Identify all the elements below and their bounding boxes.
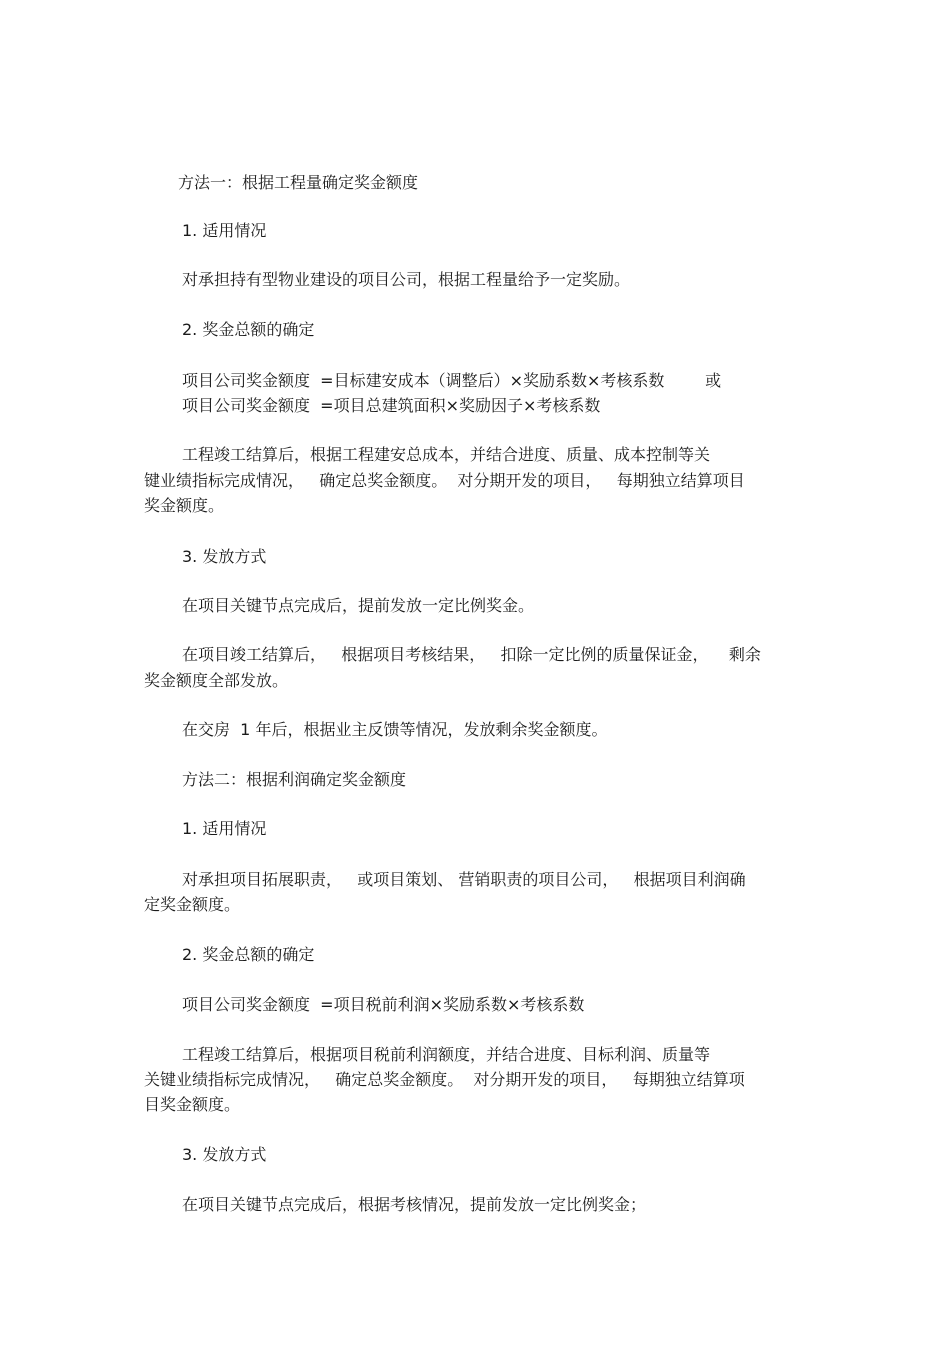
subheading-applicable: 1. 适用情况 (182, 221, 267, 240)
heading-method-one: 方法一：根据工程量确定奖金额度 (178, 173, 419, 192)
paragraph-line: 定奖金额度。 (144, 895, 241, 914)
subheading-payment: 3. 发放方式 (182, 547, 267, 566)
paragraph-line: 工程竣工结算后，根据工程建安总成本，并结合进度、质量、成本控制等关 (182, 445, 711, 464)
formula-line: 项目公司奖金额度 =项目总建筑面积×奖励因子×考核系数 (182, 396, 601, 415)
paragraph-line: 对承担项目拓展职责， 或项目策划、 营销职责的项目公司， 根据项目利润确 (182, 870, 746, 889)
paragraph-line: 对承担持有型物业建设的项目公司，根据工程量给予一定奖励。 (182, 270, 631, 289)
paragraph-line: 奖金额度。 (144, 496, 225, 515)
formula-line: 项目公司奖金额度 =项目税前利润×奖励系数×考核系数 (182, 995, 585, 1014)
paragraph-line: 在项目竣工结算后， 根据项目考核结果， 扣除一定比例的质量保证金， 剩余 (182, 645, 761, 664)
subheading-payment: 3. 发放方式 (182, 1145, 267, 1164)
formula-line: 项目公司奖金额度 =目标建安成本（调整后）×奖励系数×考核系数 或 (182, 371, 722, 390)
paragraph-line: 在项目关键节点完成后，提前发放一定比例奖金。 (182, 596, 535, 615)
subheading-total: 2. 奖金总额的确定 (182, 945, 315, 964)
paragraph-line: 奖金额度全部发放。 (144, 671, 289, 690)
paragraph-line: 键业绩指标完成情况， 确定总奖金额度。 对分期开发的项目， 每期独立结算项目 (144, 471, 745, 490)
subheading-total: 2. 奖金总额的确定 (182, 320, 315, 339)
paragraph-line: 目奖金额度。 (144, 1095, 241, 1114)
heading-method-two: 方法二：根据利润确定奖金额度 (182, 770, 407, 789)
paragraph-line: 在交房 1 年后，根据业主反馈等情况，发放剩余奖金额度。 (182, 720, 608, 739)
paragraph-line: 在项目关键节点完成后，根据考核情况，提前发放一定比例奖金； (182, 1195, 647, 1214)
subheading-applicable: 1. 适用情况 (182, 819, 267, 838)
paragraph-line: 关键业绩指标完成情况， 确定总奖金额度。 对分期开发的项目， 每期独立结算项 (144, 1070, 745, 1089)
paragraph-line: 工程竣工结算后，根据项目税前利润额度，并结合进度、目标利润、质量等 (182, 1045, 711, 1064)
